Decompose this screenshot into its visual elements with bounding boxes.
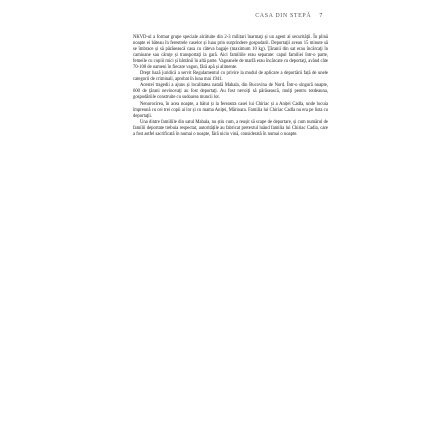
paragraph: Una dintre familiile din satul Mahala, nu știu cum, a reușit să scape de deportare, și cum numărul de familii deportate trebuia respectat, autoritățile au fabricat pretextul luând familia lui Chiriac Cadla, care a fost astfel sacrificată în numai o noapte, fără nicio vină, considerată în numai o noapte. bbox=[133, 119, 328, 137]
paragraph: Nenorocirea, în acea noapte, a bătut și la fereastra casei lui Chiriac și a Aniței Cadla, unde locuia împreună cu cei trei copii ai lor și cu mama Aniței, Mărioara. Familia lui Chiriac Cadla nu era pe lista cu deportaţii. bbox=[133, 101, 328, 119]
paragraph: Drept bază juridică a servit Regulamentul cu privire la modul de aplicare a deportării față de unele categorii de criminali, aprobat în luna mai 1941. bbox=[133, 71, 328, 83]
paragraph: Acestei tragedii a ajuns și localitatea natală Mahala, din Bucovina de Nord. Într-o singură noapte, 600 de ţărani nevinovaţi au fost deportaţi. Au fost nevoiţi să părăsească, mulţi pentru totdeauna, gospodăriile construite cu sudoarea muncii lor. bbox=[133, 83, 328, 101]
header-title: CASA DIN STEPĂ bbox=[255, 13, 312, 19]
body-text bbox=[133, 35, 328, 138]
paragraph: NKVD-ul a format grupe speciale alcătuite din 2-3 militari înarmaţi și un agent al securităţii. În plină noapte ei băteau în ferestrele caselor și luau prin surprindere gospodarii. Deportaţii aveau 15 minute să se îmbrace și să părăsească casa cu câteva bagaje (maximum 10 kg). Ţăranii din sat erau încărcaţi în camioane sau căruţe și transportaţi la gară. Aici familiile erau separate: capul familiei într-o parte, femeile cu copiii mici și bătrânii în altă parte. Vagoanele de marfă erau încărcate cu deportaţi, având câte 70-100 de oameni în fiecare vagon, fără apă și alimente. bbox=[133, 35, 328, 71]
page-number: 7 bbox=[319, 13, 323, 19]
running-header bbox=[255, 13, 323, 19]
